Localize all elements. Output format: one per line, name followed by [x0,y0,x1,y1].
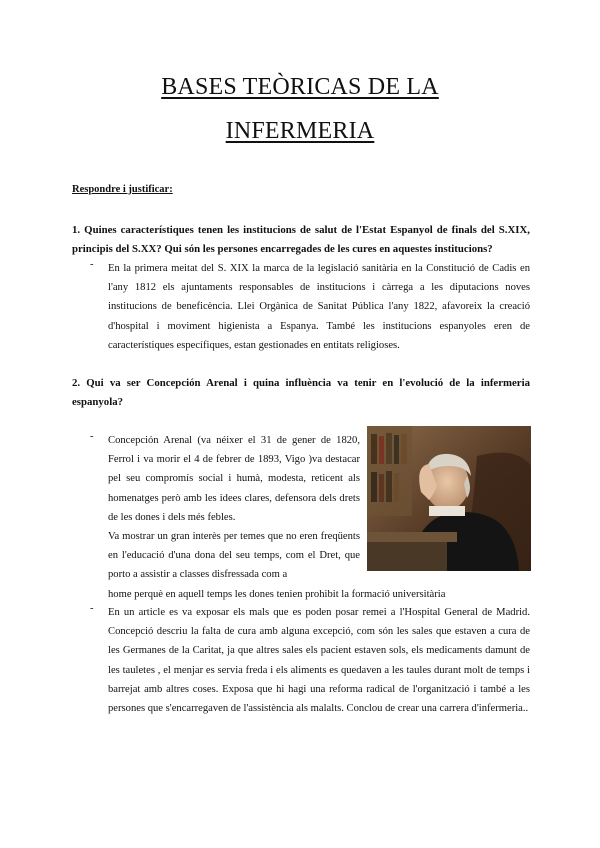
instructions-heading: Respondre i justificar: [72,184,173,195]
bullet-dash: - [90,431,94,442]
answer-2-part-3: home perquè en aquell temps les dones tenien prohibit la formació universitària [108,589,446,600]
question-2: 2. Qui va ser Concepción Arenal i quina influència va tenir en l'evolució de la infermeria espanyola? [72,377,530,408]
answer-3: En un article es va exposar els mals que es poden posar remei a l'Hospital General de Madrid. Concepció descriu la falta de cura amb alguna excepció, com són les sales que estaven a cura de les Germanes de la Caritat, ja que altres sales els pacient estaven sols, els medicaments damunt de les tauletes , el menjar es servia freda i els aliments es quedaven a les taules durant molt de temps i barrejat amb altres coses. Exposa que hi hagi una reforma radical de l'organització i també a les persones que s'encarregaven de l'assistència als malalts. Conclou de crear una carrera d'infermeria.. [108,607,530,715]
bullet-dash: - [90,603,94,614]
title-line-1: BASES TEÒRICAS DE LA [161,74,439,100]
answer-2-part-1: Concepción Arenal (va néixer el 31 de gener de 1820, Ferrol i va morir el 4 de febrer de 1893, Vigo )va destacar pel seu compromís social i humà, modesta, reticent als homenatges però amb les idees clares, defensora dels drets de les dones i dels més febles. [108,435,360,523]
answer-1: En la primera meitat del S. XIX la marca de la legislació sanitària en la Constitució de Cadis en l'any 1812 els ajuntaments responsables de institucions i càrrega a les diputacions noves institucions de beneficència. Llei Orgànica de Sanitat Pública l'any 1822, afavoreix la creació d'hospital i moviment higienista a Espanya. També les institucions espanyoles eren de característiques específiques, estan gestionades en entitats religioses. [108,263,530,351]
question-1: 1. Quines característiques tenen les institucions de salut de l'Estat Espanyol de finals del S.XIX, principis del S.XX? Qui són les persones encarregades de les cures en aquestes institucions? [72,224,530,255]
bullet-dash: - [90,259,94,270]
title-line-2: INFERMERIA [225,118,375,144]
portrait-image [367,426,531,571]
answer-2-part-2: Va mostrar un gran interès per temes que no eren freqüents en l'educació d'una dona del seu temps, com el Dret, que porto a assistir a classes disfressada com a [108,531,360,581]
